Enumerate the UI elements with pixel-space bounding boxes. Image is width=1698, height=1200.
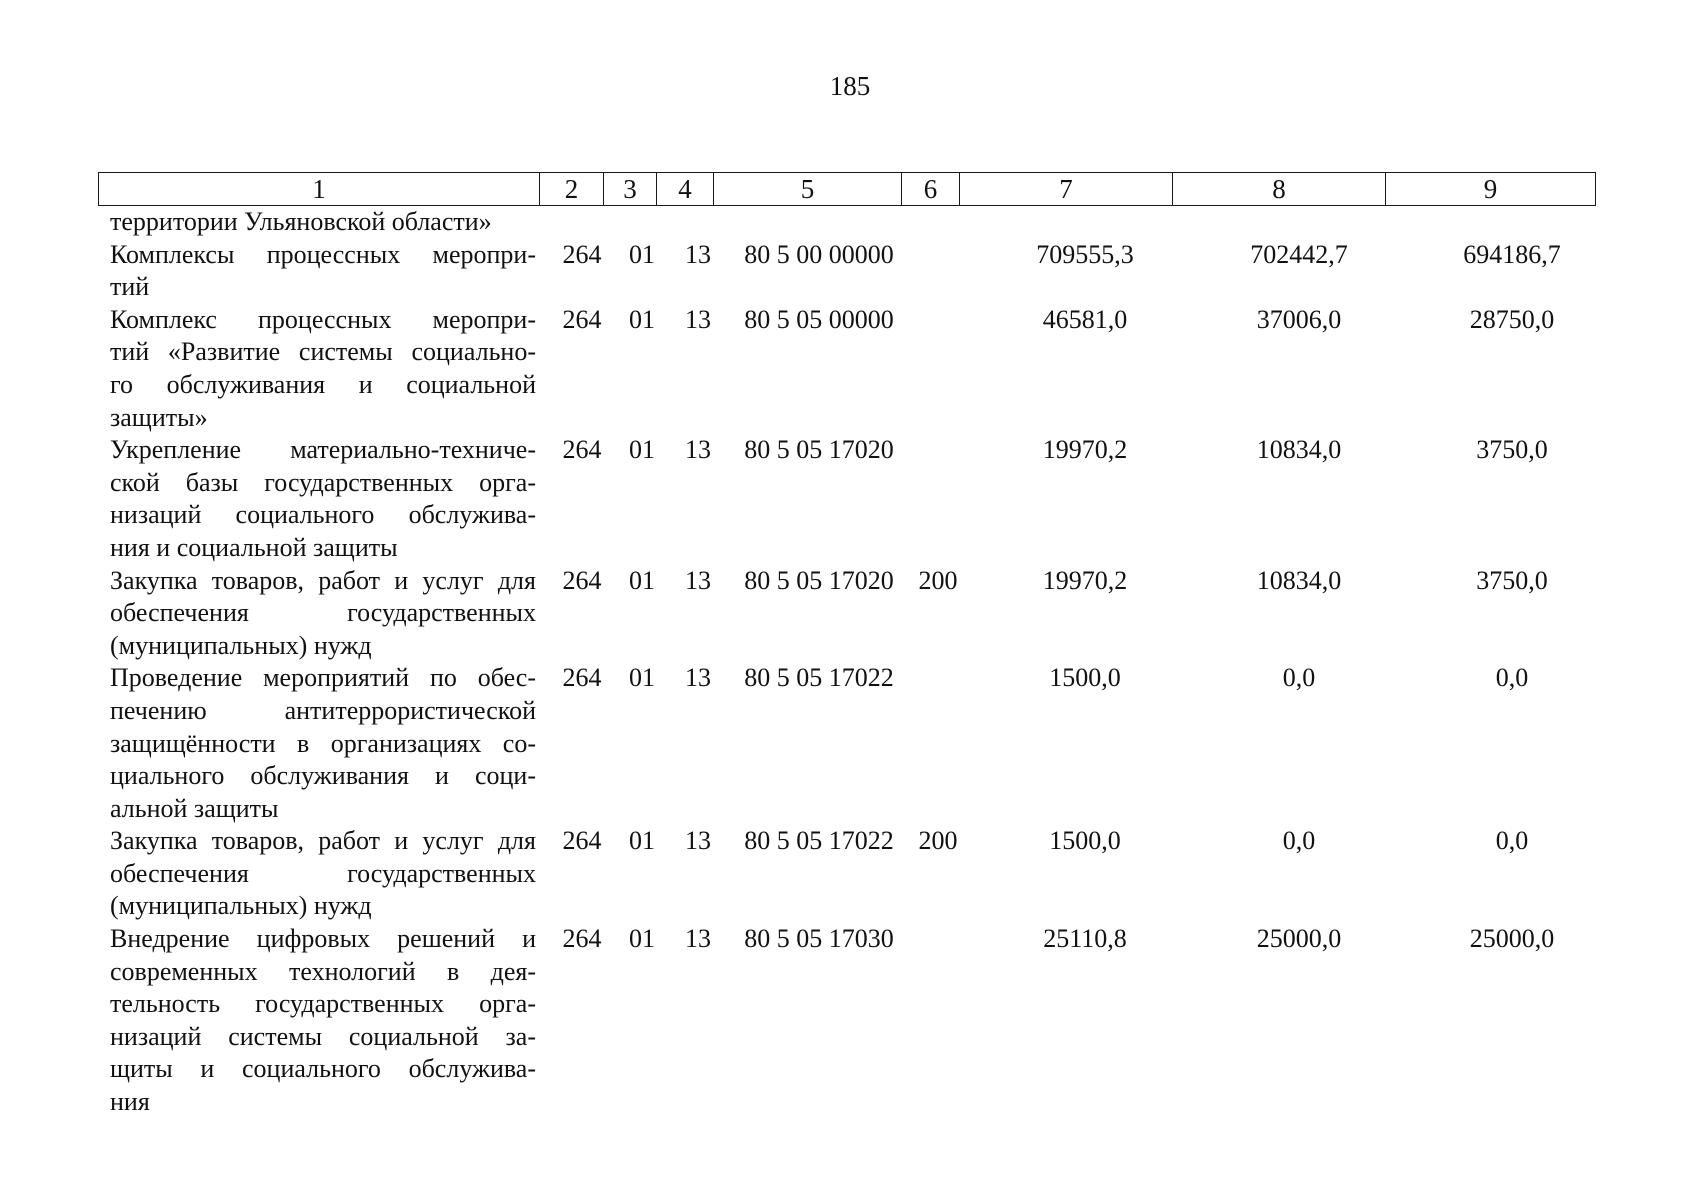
page-number-text: 185 [829, 71, 871, 101]
amount-year-3: 28750,0 [1469, 304, 1555, 334]
amount-year-2: 702442,7 [1250, 239, 1348, 269]
description-line: Закупка товаров, работ и услуг для [110, 826, 536, 856]
description-line: современных технологий в дея- [110, 956, 536, 986]
code-ministry: 264 [562, 304, 602, 334]
description-line: Комплекс процессных меропри- [110, 304, 536, 334]
row-description [110, 825, 536, 923]
description-line: обеспечения государственных [110, 598, 536, 628]
table-row [98, 565, 1590, 663]
code-expense-type: 200 [918, 565, 958, 595]
description-line: ния и социальной защиты [110, 532, 398, 562]
description-line: защиты» [110, 402, 208, 432]
description-line: обеспечения государственных [110, 858, 536, 888]
table-row [98, 304, 1590, 434]
header-col-9: 9 [1386, 173, 1596, 206]
description-line: ской базы государственных орга- [110, 467, 536, 497]
amount-year-3: 0,0 [1495, 826, 1529, 856]
description-line: Закупка товаров, работ и услуг для [110, 565, 536, 595]
code-target-article: 80 5 05 17030 [744, 924, 894, 954]
amount-year-3: 3750,0 [1476, 565, 1548, 595]
code-subsection: 13 [685, 304, 711, 334]
amount-year-2: 10834,0 [1256, 565, 1342, 595]
amount-year-1: 709555,3 [1036, 239, 1134, 269]
description-line: тельность государственных орга- [110, 989, 536, 1019]
code-expense-type: 200 [918, 826, 958, 856]
code-subsection: 13 [685, 565, 711, 595]
header-col-3: 3 [604, 173, 657, 206]
code-ministry: 264 [562, 826, 602, 856]
header-col-6: 6 [902, 173, 960, 206]
code-section: 01 [629, 663, 655, 693]
header-col-7: 7 [960, 173, 1173, 206]
amount-year-1: 25110,8 [1043, 924, 1127, 954]
header-col-4: 4 [657, 173, 714, 206]
code-target-article: 80 5 00 00000 [744, 239, 894, 269]
code-section: 01 [629, 239, 655, 269]
code-section: 01 [629, 826, 655, 856]
amount-year-2: 10834,0 [1256, 435, 1342, 465]
code-ministry: 264 [562, 663, 602, 693]
amount-year-1: 19970,2 [1042, 565, 1128, 595]
code-subsection: 13 [685, 435, 711, 465]
code-section: 01 [629, 304, 655, 334]
amount-year-2: 0,0 [1282, 826, 1316, 856]
amount-year-1: 46581,0 [1042, 304, 1128, 334]
row-description [110, 923, 536, 1119]
amount-year-3: 25000,0 [1469, 924, 1555, 954]
code-subsection: 13 [685, 826, 711, 856]
description-line: щиты и социального обслужива- [110, 1054, 536, 1084]
header-col-1: 1 [99, 173, 540, 206]
table-row [98, 825, 1590, 923]
description-line: циального обслуживания и соци- [110, 761, 536, 791]
description-line: защищённости в организациях со- [110, 728, 536, 758]
header-col-8: 8 [1173, 173, 1386, 206]
description-line: территории Ульяновской области» [110, 207, 492, 236]
code-ministry: 264 [562, 565, 602, 595]
code-section: 01 [629, 924, 655, 954]
amount-year-3: 3750,0 [1476, 435, 1548, 465]
row-description [110, 565, 536, 663]
description-line: го обслуживания и социальной [110, 369, 536, 399]
description-line: альной защиты [110, 793, 279, 823]
amount-year-3: 0,0 [1495, 663, 1529, 693]
amount-year-1: 1500,0 [1049, 826, 1121, 856]
table-row [98, 662, 1590, 825]
code-target-article: 80 5 05 17022 [744, 663, 894, 693]
table-row [98, 434, 1590, 564]
code-ministry: 264 [562, 435, 602, 465]
page-number [0, 70, 1698, 102]
description-line: тий [110, 272, 150, 302]
description-line: тий «Развитие системы социально- [110, 337, 536, 367]
amount-year-1: 1500,0 [1049, 663, 1121, 693]
code-ministry: 264 [562, 924, 602, 954]
code-subsection: 13 [685, 239, 711, 269]
code-target-article: 80 5 05 17020 [744, 565, 894, 595]
code-section: 01 [629, 565, 655, 595]
amount-year-3: 694186,7 [1463, 239, 1561, 269]
description-line: Укрепление материально-техниче- [110, 435, 536, 465]
row-description [110, 239, 536, 304]
table-row [98, 923, 1590, 1119]
budget-table-body [98, 206, 1590, 1119]
amount-year-1: 19970,2 [1042, 435, 1128, 465]
row-description [110, 304, 536, 434]
description-line: печению антитеррористической [110, 695, 536, 725]
table-row [98, 239, 1590, 304]
description-line: ния [110, 1087, 150, 1117]
description-line: низаций социального обслужива- [110, 500, 536, 530]
code-ministry: 264 [562, 239, 602, 269]
code-subsection: 13 [685, 663, 711, 693]
amount-year-2: 0,0 [1282, 663, 1316, 693]
description-line: Проведение мероприятий по обес- [110, 663, 536, 693]
row-description [110, 434, 536, 564]
code-target-article: 80 5 05 17020 [744, 435, 894, 465]
header-col-2: 2 [540, 173, 604, 206]
code-target-article: 80 5 05 00000 [744, 304, 894, 334]
description-line: Внедрение цифровых решений и [110, 924, 536, 954]
amount-year-2: 37006,0 [1256, 304, 1342, 334]
code-subsection: 13 [685, 924, 711, 954]
amount-year-2: 25000,0 [1256, 924, 1342, 954]
description-line: (муниципальных) нужд [110, 630, 372, 660]
row-description [110, 206, 536, 239]
table-row [98, 206, 1590, 239]
column-number-header [98, 172, 1596, 206]
row-description [110, 662, 536, 825]
header-col-5: 5 [714, 173, 902, 206]
description-line: низаций системы социальной за- [110, 1021, 536, 1051]
description-line: (муниципальных) нужд [110, 891, 372, 921]
description-line: Комплексы процессных меропри- [110, 239, 536, 269]
header-row [99, 173, 1596, 206]
code-target-article: 80 5 05 17022 [744, 826, 894, 856]
code-section: 01 [629, 435, 655, 465]
